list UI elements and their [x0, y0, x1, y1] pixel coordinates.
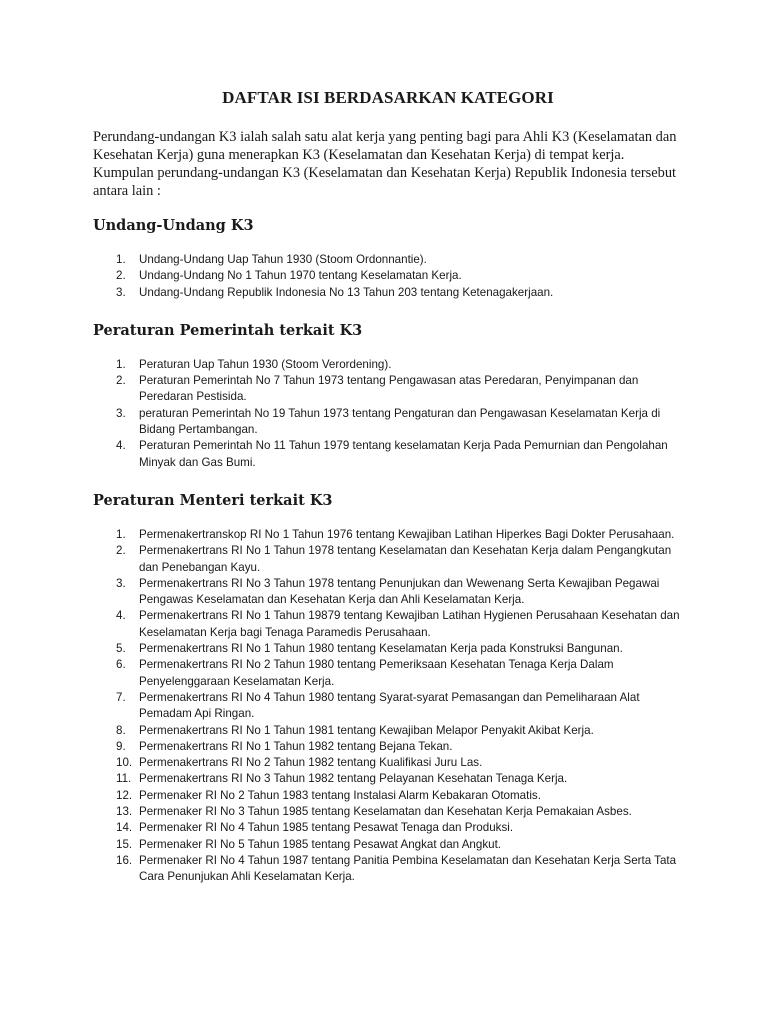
- item-text: peraturan Pemerintah No 19 Tahun 1973 tentang Pengaturan dan Pengawasan Keselamatan Kerja di Bidang Pertambangan.: [139, 406, 661, 437]
- list-item: [93, 723, 683, 739]
- list-item: [93, 406, 683, 439]
- item-number: 11.: [116, 772, 132, 786]
- document-title: DAFTAR ISI BERDASARKAN KATEGORI: [222, 88, 554, 107]
- item-number: 3.: [116, 576, 126, 590]
- list-item: [93, 608, 683, 641]
- item-number: 14.: [116, 821, 133, 835]
- item-number: 1.: [116, 527, 126, 541]
- list-item: [93, 771, 683, 787]
- list-item: [93, 657, 683, 690]
- list-undang-undang: [93, 252, 683, 301]
- list-item: [93, 543, 683, 576]
- list-item: [93, 357, 683, 373]
- list-item: [93, 755, 683, 771]
- list-item: [93, 373, 683, 406]
- item-number: 4.: [116, 439, 126, 453]
- section-heading-peraturan-pemerintah: Peraturan Pemerintah terkait K3: [93, 321, 363, 339]
- item-text: Permenaker RI No 3 Tahun 1985 tentang Keselamatan dan Kesehatan Kerja Pemakaian Asbes.: [139, 805, 632, 819]
- item-number: 2.: [116, 269, 126, 283]
- item-text: Permenakertrans RI No 1 Tahun 19879 tentang Kewajiban Latihan Hygienen Perusahaan Kesehatan dan Keselamatan Kerja bagi Tenaga Paramedis Perusahaan.: [139, 609, 680, 639]
- intro-paragraph: Perundang-undangan K3 ialah salah satu alat kerja yang penting bagi para Ahli K3 (Keselamatan dan Kesehatan Kerja) guna menerapkan K3 (Keselamatan dan Kesehatan Kerja) di tempat kerja. Kumpulan perundang-undangan K3 (Keselamatan dan Kesehatan Kerja) Republik Indonesia tersebut antara lain :: [93, 129, 677, 199]
- list-item: [93, 837, 683, 853]
- item-text: Permenakertrans RI No 1 Tahun 1980 tentang Keselamatan Kerja pada Konstruksi Bangunan.: [139, 642, 623, 656]
- list-item: [93, 853, 683, 886]
- item-number: 10.: [116, 756, 133, 770]
- item-number: 13.: [116, 805, 133, 819]
- list-item: [93, 285, 683, 301]
- item-number: 9.: [116, 739, 126, 753]
- item-number: 2.: [116, 544, 126, 558]
- item-text: Peraturan Uap Tahun 1930 (Stoom Verordening).: [139, 357, 392, 371]
- item-text: Permenaker RI No 5 Tahun 1985 tentang Pesawat Angkat dan Angkut.: [139, 837, 502, 851]
- item-text: Permenakertrans RI No 2 Tahun 1980 tentang Pemeriksaan Kesehatan Tenaga Kerja Dalam Penyelenggaraan Keselamatan Kerja.: [139, 658, 614, 688]
- item-text: Permenakertrans RI No 1 Tahun 1982 tentang Bejana Tekan.: [139, 739, 453, 753]
- item-text: Permenakertrans RI No 3 Tahun 1978 tentang Penunjukan dan Wewenang Serta Kewajiban Pegawai Pengawas Keselamatan dan Kesehatan Kerja dan Ahli Keselamatan Kerja.: [139, 576, 660, 607]
- list-item: [93, 268, 683, 284]
- list-item: [93, 438, 683, 471]
- item-number: 3.: [116, 285, 126, 299]
- list-item: [93, 576, 683, 609]
- item-number: 5.: [116, 642, 126, 656]
- item-text: Undang-Undang Uap Tahun 1930 (Stoom Ordonnantie).: [139, 253, 427, 266]
- item-number: 1.: [116, 253, 126, 266]
- item-text: Undang-Undang Republik Indonesia No 13 Tahun 203 tentang Ketenagakerjaan.: [139, 285, 554, 299]
- item-number: 1.: [116, 357, 126, 371]
- item-number: 12.: [116, 788, 133, 802]
- list-item: [93, 690, 683, 723]
- item-text: Peraturan Pemerintah No 11 Tahun 1979 tentang keselamatan Kerja Pada Pemurnian dan Pengolahan Minyak dan Gas Bumi.: [139, 439, 668, 469]
- item-number: 6.: [116, 658, 126, 672]
- list-item: [93, 804, 683, 820]
- document-page: [93, 88, 683, 886]
- item-text: Undang-Undang No 1 Tahun 1970 tentang Keselamatan Kerja.: [139, 269, 462, 283]
- item-number: 7.: [116, 690, 126, 704]
- item-text: Permenakertrans RI No 3 Tahun 1982 tentang Pelayanan Kesehatan Tenaga Kerja.: [139, 772, 568, 786]
- list-peraturan-pemerintah: [93, 357, 683, 471]
- list-item: [93, 252, 683, 268]
- list-item: [93, 820, 683, 836]
- list-item: [93, 739, 683, 755]
- item-text: Permenaker RI No 4 Tahun 1987 tentang Panitia Pembina Keselamatan dan Kesehatan Kerja Serta Tata Cara Penunjukan Ahli Keselamatan Kerja.: [139, 853, 677, 884]
- item-text: Permenakertranskop RI No 1 Tahun 1976 tentang Kewajiban Latihan Hiperkes Bagi Dokter Perusahaan.: [139, 527, 675, 541]
- item-text: Permenakertrans RI No 1 Tahun 1981 tentang Kewajiban Melapor Penyakit Akibat Kerja.: [139, 723, 594, 737]
- item-text: Permenakertrans RI No 4 Tahun 1980 tentang Syarat-syarat Pemasangan dan Pemeliharaan Alat Pemadam Api Ringan.: [139, 690, 640, 721]
- item-text: Permenaker RI No 2 Tahun 1983 tentang Instalasi Alarm Kebakaran Otomatis.: [139, 788, 541, 802]
- item-number: 16.: [116, 853, 133, 867]
- section-heading-undang-undang: Undang-Undang K3: [93, 217, 254, 234]
- section-heading-peraturan-menteri: Peraturan Menteri terkait K3: [93, 491, 333, 509]
- item-number: 15.: [116, 837, 133, 851]
- list-peraturan-menteri: [93, 527, 683, 886]
- list-item: [93, 527, 683, 543]
- item-text: Permenakertrans RI No 1 Tahun 1978 tentang Keselamatan dan Kesehatan Kerja dalam Pengangkutan dan Penebangan Kayu.: [139, 544, 672, 574]
- item-number: 4.: [116, 609, 126, 623]
- list-item: [93, 788, 683, 804]
- item-text: Permenakertrans RI No 2 Tahun 1982 tentang Kualifikasi Juru Las.: [139, 756, 483, 770]
- item-text: Peraturan Pemerintah No 7 Tahun 1973 tentang Pengawasan atas Peredaran, Penyimpanan dan Peredaran Pestisida.: [139, 374, 639, 404]
- item-number: 8.: [116, 723, 126, 737]
- item-number: 2.: [116, 374, 126, 388]
- list-item: [93, 641, 683, 657]
- item-text: Permenaker RI No 4 Tahun 1985 tentang Pesawat Tenaga dan Produksi.: [139, 821, 514, 835]
- item-number: 3.: [116, 406, 126, 420]
